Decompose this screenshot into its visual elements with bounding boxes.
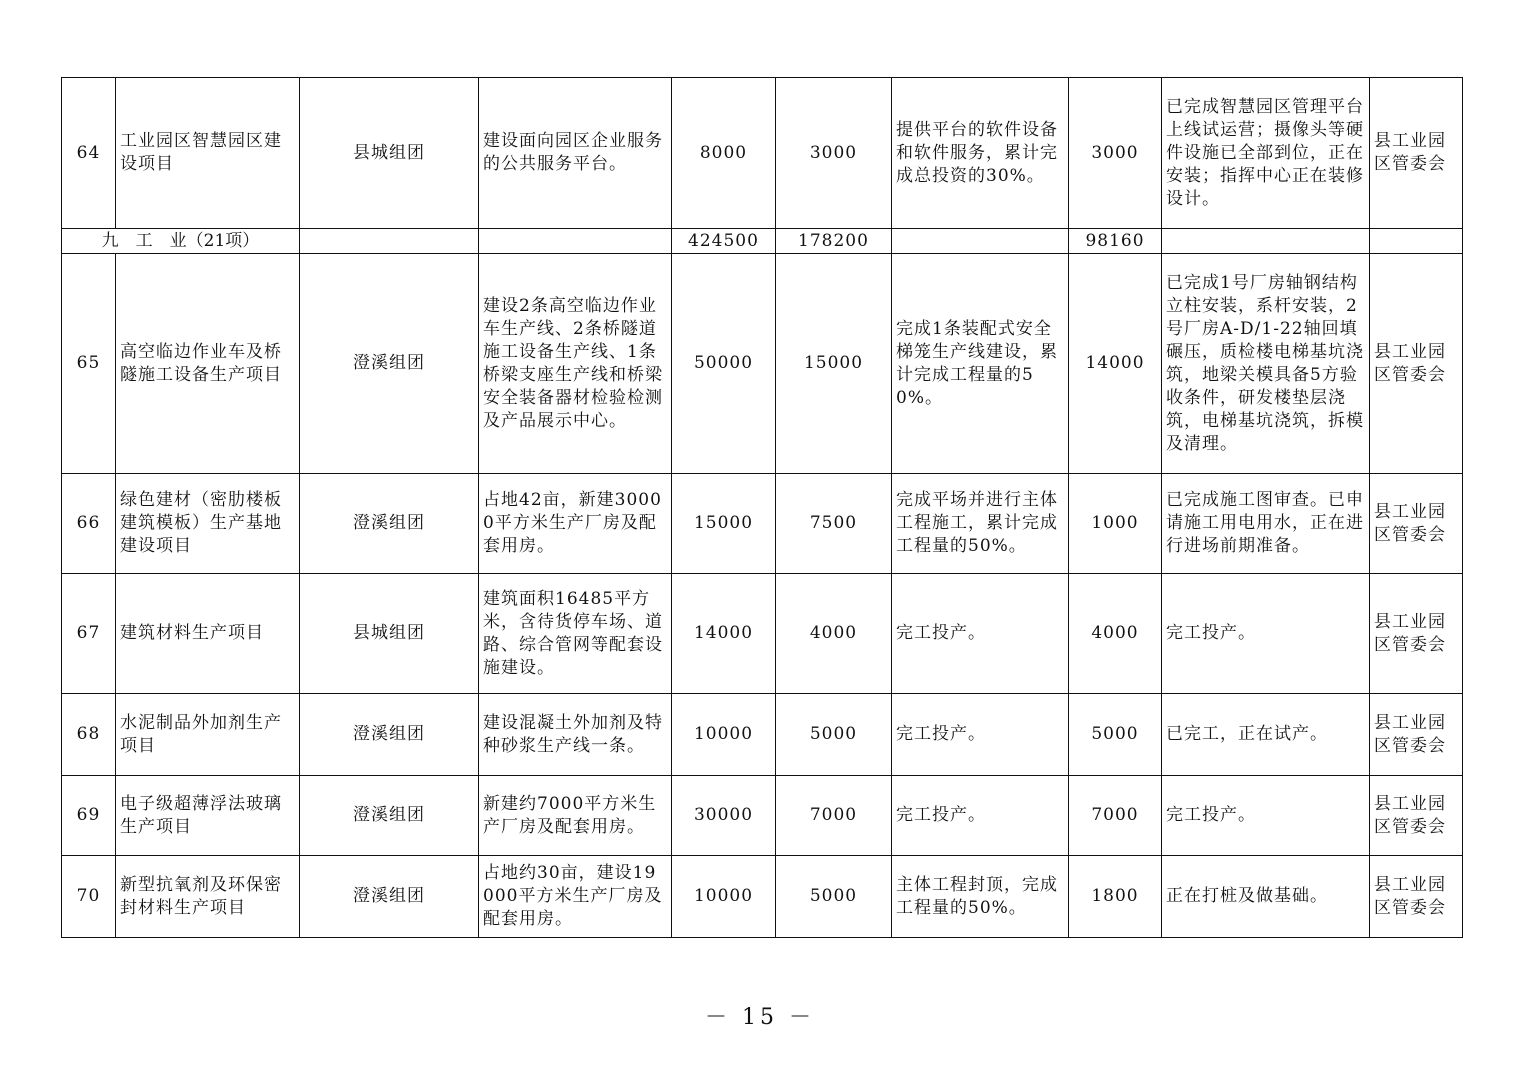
location: 澄溪组团: [300, 856, 479, 938]
table-row: [62, 574, 1463, 694]
progress: 完工投产。: [1162, 574, 1370, 694]
section-total-investment: 424500: [672, 229, 776, 254]
empty-cell: [1370, 229, 1463, 254]
table-row: [62, 856, 1463, 938]
year-goal: 提供平台的软件设备和软件服务，累计完成总投资的30%。: [892, 78, 1069, 229]
project-name: 建筑材料生产项目: [116, 574, 300, 694]
table-row: [62, 694, 1463, 776]
progress: 完工投产。: [1162, 776, 1370, 856]
empty-cell: [892, 229, 1069, 254]
construction-content: 新建约7000平方米生产厂房及配套用房。: [479, 776, 672, 856]
section-row: [62, 229, 1463, 254]
project-name: 水泥制品外加剂生产项目: [116, 694, 300, 776]
progress: 已完成智慧园区管理平台上线试运营；摄像头等硬件设施已全部到位，正在安装；指挥中心正在装修设计。: [1162, 78, 1370, 229]
empty-cell: [300, 229, 479, 254]
row-no: 67: [62, 574, 116, 694]
page-number: － 15 －: [705, 1005, 815, 1030]
row-no: 70: [62, 856, 116, 938]
table-row: [62, 474, 1463, 574]
year-plan-investment: 4000: [776, 574, 892, 694]
empty-cell: [479, 229, 672, 254]
completed-investment: 1800: [1069, 856, 1162, 938]
project-name: 新型抗氧剂及环保密封材料生产项目: [116, 856, 300, 938]
progress: 正在打桩及做基础。: [1162, 856, 1370, 938]
progress: 已完成1号厂房轴钢结构立柱安装，系杆安装，2号厂房A-D/1-22轴回填碾压，质检楼电梯基坑浇筑，地梁关模具备5方验收条件，研发楼垫层浇筑，电梯基坑浇筑，拆模及清理。: [1162, 254, 1370, 474]
responsible-unit: 县工业园区管委会: [1370, 694, 1463, 776]
table-row: [62, 776, 1463, 856]
location: 县城组团: [300, 78, 479, 229]
construction-content: 占地42亩，新建30000平方米生产厂房及配套用房。: [479, 474, 672, 574]
project-name: 高空临边作业车及桥隧施工设备生产项目: [116, 254, 300, 474]
construction-content: 占地约30亩，建设19000平方米生产厂房及配套用房。: [479, 856, 672, 938]
responsible-unit: 县工业园区管委会: [1370, 254, 1463, 474]
row-no: 68: [62, 694, 116, 776]
progress: 已完工，正在试产。: [1162, 694, 1370, 776]
year-plan-investment: 5000: [776, 856, 892, 938]
year-goal: 完工投产。: [892, 776, 1069, 856]
construction-content: 建设2条高空临边作业车生产线、2条桥隧道施工设备生产线、1条桥梁支座生产线和桥梁安全装备器材检验检测及产品展示中心。: [479, 254, 672, 474]
completed-investment: 1000: [1069, 474, 1162, 574]
total-investment: 50000: [672, 254, 776, 474]
completed-investment: 4000: [1069, 574, 1162, 694]
location: 澄溪组团: [300, 776, 479, 856]
total-investment: 8000: [672, 78, 776, 229]
section-label-text: 九 工 业（21项）: [101, 231, 260, 251]
year-goal: 完工投产。: [892, 694, 1069, 776]
responsible-unit: 县工业园区管委会: [1370, 474, 1463, 574]
row-no: 64: [62, 78, 116, 229]
completed-investment: 7000: [1069, 776, 1162, 856]
empty-cell: [1162, 229, 1370, 254]
completed-investment: 14000: [1069, 254, 1162, 474]
project-name: 电子级超薄浮法玻璃生产项目: [116, 776, 300, 856]
location: 澄溪组团: [300, 474, 479, 574]
total-investment: 15000: [672, 474, 776, 574]
row-no: 65: [62, 254, 116, 474]
year-plan-investment: 7000: [776, 776, 892, 856]
section-year-plan-investment: 178200: [776, 229, 892, 254]
project-table: [61, 77, 1463, 938]
location: 澄溪组团: [300, 254, 479, 474]
location: 澄溪组团: [300, 694, 479, 776]
responsible-unit: 县工业园区管委会: [1370, 776, 1463, 856]
row-no: 69: [62, 776, 116, 856]
year-plan-investment: 3000: [776, 78, 892, 229]
location: 县城组团: [300, 574, 479, 694]
responsible-unit: 县工业园区管委会: [1370, 856, 1463, 938]
year-plan-investment: 15000: [776, 254, 892, 474]
year-plan-investment: 5000: [776, 694, 892, 776]
section-label: [62, 229, 300, 254]
construction-content: 建设混凝土外加剂及特种砂浆生产线一条。: [479, 694, 672, 776]
completed-investment: 5000: [1069, 694, 1162, 776]
table-row: [62, 254, 1463, 474]
project-name: 工业园区智慧园区建设项目: [116, 78, 300, 229]
year-goal: 完工投产。: [892, 574, 1069, 694]
year-goal: 主体工程封顶，完成工程量的50%。: [892, 856, 1069, 938]
year-goal: 完成1条装配式安全梯笼生产线建设，累计完成工程量的50%。: [892, 254, 1069, 474]
section-completed-investment: 98160: [1069, 229, 1162, 254]
total-investment: 30000: [672, 776, 776, 856]
total-investment: 10000: [672, 694, 776, 776]
project-name: 绿色建材（密肋楼板建筑模板）生产基地建设项目: [116, 474, 300, 574]
completed-investment: 3000: [1069, 78, 1162, 229]
total-investment: 10000: [672, 856, 776, 938]
responsible-unit: 县工业园区管委会: [1370, 574, 1463, 694]
table-row: [62, 78, 1463, 229]
year-goal: 完成平场并进行主体工程施工，累计完成工程量的50%。: [892, 474, 1069, 574]
construction-content: 建设面向园区企业服务的公共服务平台。: [479, 78, 672, 229]
row-no: 66: [62, 474, 116, 574]
year-plan-investment: 7500: [776, 474, 892, 574]
total-investment: 14000: [672, 574, 776, 694]
progress: 已完成施工图审查。已申请施工用电用水，正在进行进场前期准备。: [1162, 474, 1370, 574]
responsible-unit: 县工业园区管委会: [1370, 78, 1463, 229]
construction-content: 建筑面积16485平方米，含待货停车场、道路、综合管网等配套设施建设。: [479, 574, 672, 694]
